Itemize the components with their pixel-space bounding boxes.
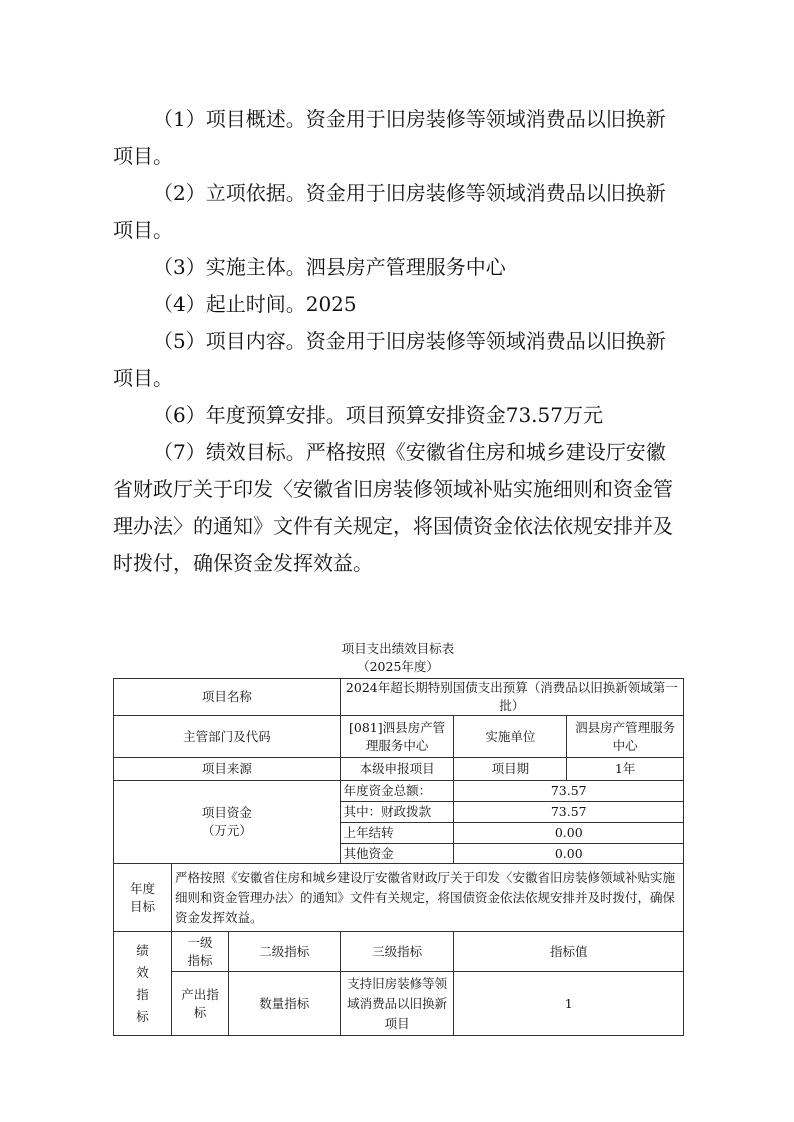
- table-year: （2025年度）: [357, 659, 439, 674]
- table-title: 项目支出绩效目标表: [341, 641, 455, 656]
- funds-row-label: 上年结转: [340, 823, 454, 844]
- funds-row-label: 其他资金: [340, 844, 454, 864]
- paragraph-1: （1）项目概述。资金用于旧房装修等领域消费品以旧换新项目。: [113, 107, 666, 168]
- period-value: 1年: [567, 758, 684, 781]
- goal-label: 年度目标: [114, 864, 172, 932]
- source-value: 本级申报项目: [340, 758, 454, 781]
- funds-row-value: 73.57: [454, 802, 684, 823]
- paragraph-7: （7）绩效目标。严格按照《安徽省住房和城乡建设厅安徽省财政厅关于印发〈安徽省旧房装修领域补贴实施细则和资金管理办法〉的通知》文件有关规定，将国债资金依法依规安排并及时拨付，确保资金发挥效益。: [113, 440, 673, 575]
- funds-row-value: 0.00: [454, 844, 684, 864]
- funds-label-text: 项目资金: [201, 805, 252, 820]
- paragraph-5: （5）项目内容。资金用于旧房装修等领域消费品以旧换新项目。: [113, 329, 666, 390]
- project-name: 2024年超长期特别国债支出预算（消费品以旧换新领域第一批）: [340, 679, 683, 716]
- body-text: [113, 101, 683, 582]
- row-level1: 产出指标: [171, 972, 228, 1036]
- funds-row-value: 73.57: [454, 781, 684, 802]
- indicator-label: 绩效指标: [114, 932, 172, 1036]
- header-level2: 二级指标: [228, 932, 340, 972]
- funds-row-label: 其中：财政拨款: [340, 802, 454, 823]
- header-level1: 一级指标: [171, 932, 228, 972]
- dept-label: 主管部门及代码: [114, 716, 341, 758]
- paragraph-6: （6）年度预算安排。项目预算安排资金73.57万元: [153, 403, 603, 427]
- row-level3: 支持旧房装修等领域消费品以旧换新项目: [340, 972, 454, 1036]
- goal-text: 严格按照《安徽省住房和城乡建设厅安徽省财政厅关于印发〈安徽省旧房装修领域补贴实施细则和资金管理办法〉的通知》文件有关规定，将国债资金依法依规安排并及时拨付，确保资金发挥效益。: [171, 864, 683, 932]
- funds-row-value: 0.00: [454, 823, 684, 844]
- period-label: 项目期: [454, 758, 567, 781]
- funds-label: [114, 781, 341, 864]
- source-label: 项目来源: [114, 758, 341, 781]
- header-value: 指标值: [454, 932, 684, 972]
- paragraph-2: （2）立项依据。资金用于旧房装修等领域消费品以旧换新项目。: [113, 181, 666, 242]
- header-level3: 三级指标: [340, 932, 454, 972]
- paragraph-4: （4）起止时间。2025: [153, 292, 357, 316]
- performance-table: [113, 678, 684, 1036]
- dept-value: [081]泗县房产管理服务中心: [340, 716, 454, 758]
- impl-label: 实施单位: [454, 716, 567, 758]
- row-value: 1: [454, 972, 684, 1036]
- funds-unit: （万元）: [201, 823, 252, 838]
- impl-value: 泗县房产管理服务中心: [567, 716, 684, 758]
- paragraph-3: （3）实施主体。泗县房产管理服务中心: [153, 255, 506, 279]
- funds-row-label: 年度资金总额：: [340, 781, 454, 802]
- row-level2: 数量指标: [228, 972, 340, 1036]
- project-name-label: 项目名称: [114, 679, 341, 716]
